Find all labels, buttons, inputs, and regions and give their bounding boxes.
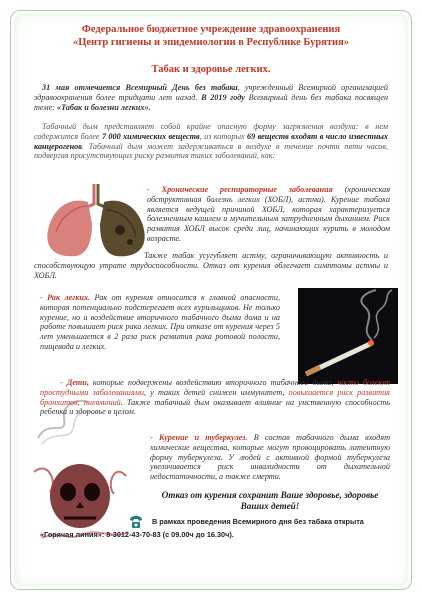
smoke-text-1: Табачный дым представляет собой крайне опасную форму загрязнения воздуха: в нем содержится более [34, 122, 388, 141]
cigarette-smoke-image [298, 288, 398, 384]
children-text-2: , у таких детей снижен иммунитет, [143, 387, 289, 397]
copd-text-1: (хроническая обструктивная болезнь легких (ХОБЛ), астма). Курение табака является ведущей причиной ХОБЛ, которая характеризуется болезненным кашлем и мучительным затрудненным дыханием. Риск развития ХОБЛ высок среди лиц, начинающих курить в молодом возрасте. [147, 185, 390, 243]
lung-cancer-section [40, 293, 280, 352]
intro-date: 31 мая отмечается [42, 83, 121, 92]
closing-line-1: Отказ от курения сохранит Ваше здоровье, здоровье [161, 490, 379, 500]
intro-event: Всемирный День без табака [125, 83, 238, 92]
children-red-1: часто болеют простудными заболеваниями [40, 378, 390, 397]
copd-section-continued [34, 251, 388, 280]
smoke-text-3: . Табачный дым может задерживаться в воздухе в течение почти пяти часов, подвергая присутствующих риску развития таких заболеваний, как: [34, 141, 388, 161]
children-section [40, 378, 390, 417]
intro-year: В 2019 году [201, 92, 245, 102]
lungs-illustration [36, 180, 156, 260]
copd-text-2: Также табак усугубляет астму, ограничивающую активность и способствующую утрате трудоспособности. Отказ от курения облегчает симптомы астмы и ХОБЛ. [34, 251, 388, 280]
hotline-line-2: «Горячая линия»: 8-3012-43-70-83 (с 09.00ч до 16.30ч). [40, 530, 234, 539]
intro-theme: «Табак и болезни легких». [56, 102, 151, 112]
children-text-3: . Также табачный дым оказывает влияние на умственную способность ребенка и здоровье в целом. [40, 397, 390, 417]
children-text-1: которые подвержены воздействию вторичного табачного дыма, [88, 378, 338, 387]
organization-line-1: Федеральное бюджетное учреждение здравоохранения [81, 24, 341, 35]
tuberculosis-heading: - Курение и туберкулез. [150, 433, 248, 442]
children-heading: - Дети, [60, 378, 89, 387]
tuberculosis-section [150, 433, 390, 482]
children-red-2: повышается риск развития бронхитов, пневмоний [40, 387, 390, 407]
closing-message [150, 490, 390, 512]
copd-section [147, 185, 390, 244]
lung-cancer-heading: - Рак легких. [40, 293, 91, 302]
copd-heading: - Хронические респираторные заболевания [147, 185, 333, 194]
hotline-line-1: В рамках проведения Всемирного дня без табака открыта [152, 517, 364, 526]
lung-cancer-text: Рак от курения относится к главной опасности, которая потенциально подстерегает всех курильщиков. Не только курение, но и воздействие вторичного табачного дыма дома и на работе повышает риск рака легких. При отказе от курения через 5 лет уменьшается в 2 раза риск развития рака ротовой полости, пищевода и легких. [40, 293, 280, 351]
tuberculosis-text: В состав табачного дыма входят химические вещества, которые могут провоцировать латентную форму туберкулеза. У людей с активной формой туберкулеза увеличивается риск инвалидности от дыхательной недостаточности, а также смерти. [150, 433, 390, 482]
organization-line-2: «Центр гигиены и эпидемиологии в Республике Бурятия» [72, 37, 350, 48]
smoke-paragraph [34, 122, 388, 161]
phone-icon [128, 514, 144, 530]
smoke-text-2: , из которых [199, 131, 245, 141]
closing-line-2: Ваших детей! [240, 501, 300, 511]
intro-rest-2: Всемирный день без табака посвящен теме: [34, 92, 389, 112]
intro-paragraph [34, 83, 388, 112]
smoke-carcinogens: 69 веществ входят в число известных канцерогенов [34, 131, 389, 151]
page-title: Табак и здоровье легких. [151, 64, 271, 75]
intro-rest-1: , учрежденный Всемирной организацией здравоохранения более тридцати лет назад. [34, 83, 388, 102]
smoke-chemical-count: 7 000 химических веществ [101, 131, 200, 141]
